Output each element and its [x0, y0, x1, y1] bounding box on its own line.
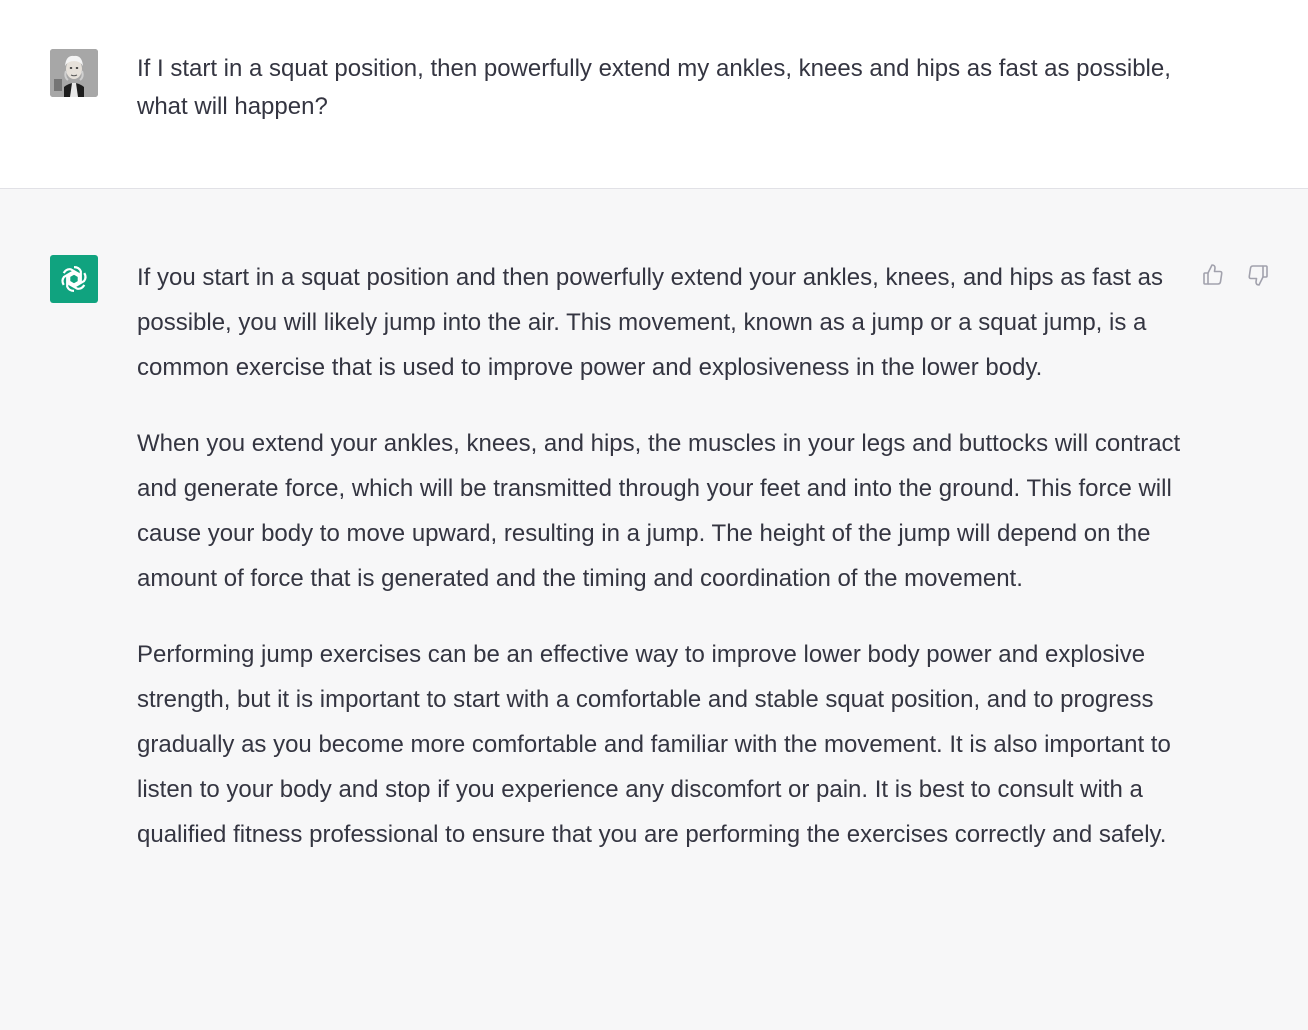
thumbs-down-button[interactable] [1244, 261, 1272, 289]
assistant-paragraph-1: If you start in a squat position and then powerfully extend your ankles, knees, and hips as fast as possible, you will likely jump into the air. This movement, known as a jump or a squat jump, is a common exercise that is used to improve power and explosiveness in the lower body. [137, 264, 1163, 381]
user-message [0, 0, 1308, 189]
assistant-paragraph-2: When you extend your ankles, knees, and hips, the muscles in your legs and buttocks will contract and generate force, which will be transmitted through your feet and into the ground. This force will cause your body to move upward, resulting in a jump. The height of the jump will depend on the amount of force that is generated and the timing and coordination of the movement. [137, 430, 1181, 592]
assistant-paragraph-3: Performing jump exercises can be an effective way to improve lower body power and explosive strength, but it is important to start with a comfortable and stable squat position, and to progress gradually as you become more comfortable and familiar with the movement. It is also important to listen to your body and stop if you experience any discomfort or pain. It is best to consult with a qualified fitness professional to ensure that you are performing the exercises correctly and safely. [137, 641, 1171, 848]
assistant-avatar [50, 255, 98, 303]
assistant-message-text [137, 255, 1182, 888]
thumbs-up-icon [1201, 263, 1225, 287]
assistant-message [0, 189, 1308, 1030]
thumbs-up-button[interactable] [1199, 261, 1227, 289]
user-avatar [50, 49, 98, 97]
user-message-text: If I start in a squat position, then powerfully extend my ankles, knees and hips as fast as possible, what will happen? [137, 55, 1171, 120]
openai-logo-icon [57, 262, 91, 296]
user-portrait-icon [50, 49, 98, 97]
thumbs-down-icon [1246, 263, 1270, 287]
